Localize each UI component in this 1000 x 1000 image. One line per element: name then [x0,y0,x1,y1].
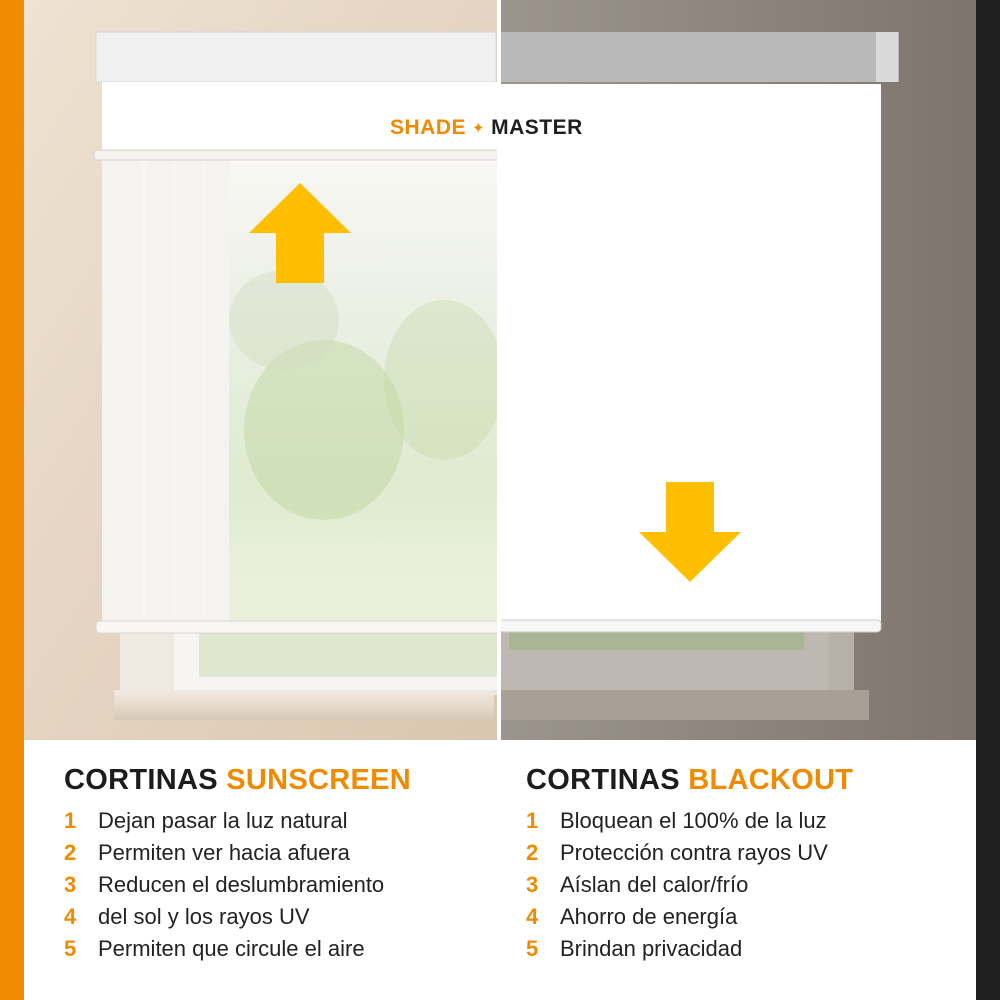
item-number: 2 [64,840,77,865]
item-text: Bloquean el 100% de la luz [560,808,827,833]
item-text: Permiten ver hacia afuera [98,840,350,865]
item-text: Ahorro de energía [560,904,738,929]
list-item [526,805,853,837]
blackout-column [526,764,853,965]
list-item [526,901,853,933]
blackout-title [526,764,853,797]
blackout-list [526,805,853,965]
item-number: 3 [64,872,77,897]
list-item [64,901,411,933]
list-item [64,837,411,869]
sunscreen-title-prefix: CORTINAS [64,764,218,796]
blackout-title-accent: BLACKOUT [688,764,854,796]
item-number: 2 [526,840,539,865]
list-item [64,933,411,965]
item-number: 4 [526,904,539,929]
list-item [526,869,853,901]
comparison-text-panel [24,740,976,1000]
brand-shade-text: SHADE [390,116,467,139]
list-item [64,805,411,837]
item-number: 5 [526,936,539,961]
left-accent-stripe [0,0,24,1000]
item-text: Protección contra rayos UV [560,840,828,865]
list-item [526,837,853,869]
brand-logo [390,116,583,140]
blackout-title-prefix: CORTINAS [526,764,680,796]
item-number: 3 [526,872,539,897]
right-dark-stripe [976,0,1000,1000]
item-number: 4 [64,904,77,929]
item-number: 5 [64,936,77,961]
item-number: 1 [526,808,539,833]
item-text: del sol y los rayos UV [98,904,310,929]
item-text: Brindan privacidad [560,936,743,961]
sunscreen-list [64,805,411,965]
list-item [64,869,411,901]
item-text: Permiten que circule el aire [98,936,365,961]
brand-star-icon: ✦ [472,120,486,137]
item-text: Reducen el deslumbramiento [98,872,385,897]
brand-master-text: MASTER [491,116,583,139]
list-item [526,933,853,965]
item-number: 1 [64,808,77,833]
window-comparison-photo [24,0,976,740]
sunscreen-column [64,764,411,965]
item-text: Aíslan del calor/frío [560,872,749,897]
sunscreen-title-accent: SUNSCREEN [226,764,411,796]
down-arrow-icon [639,482,741,582]
sunscreen-title [64,764,411,797]
item-text: Dejan pasar la luz natural [98,808,348,833]
up-arrow-icon [249,183,351,283]
